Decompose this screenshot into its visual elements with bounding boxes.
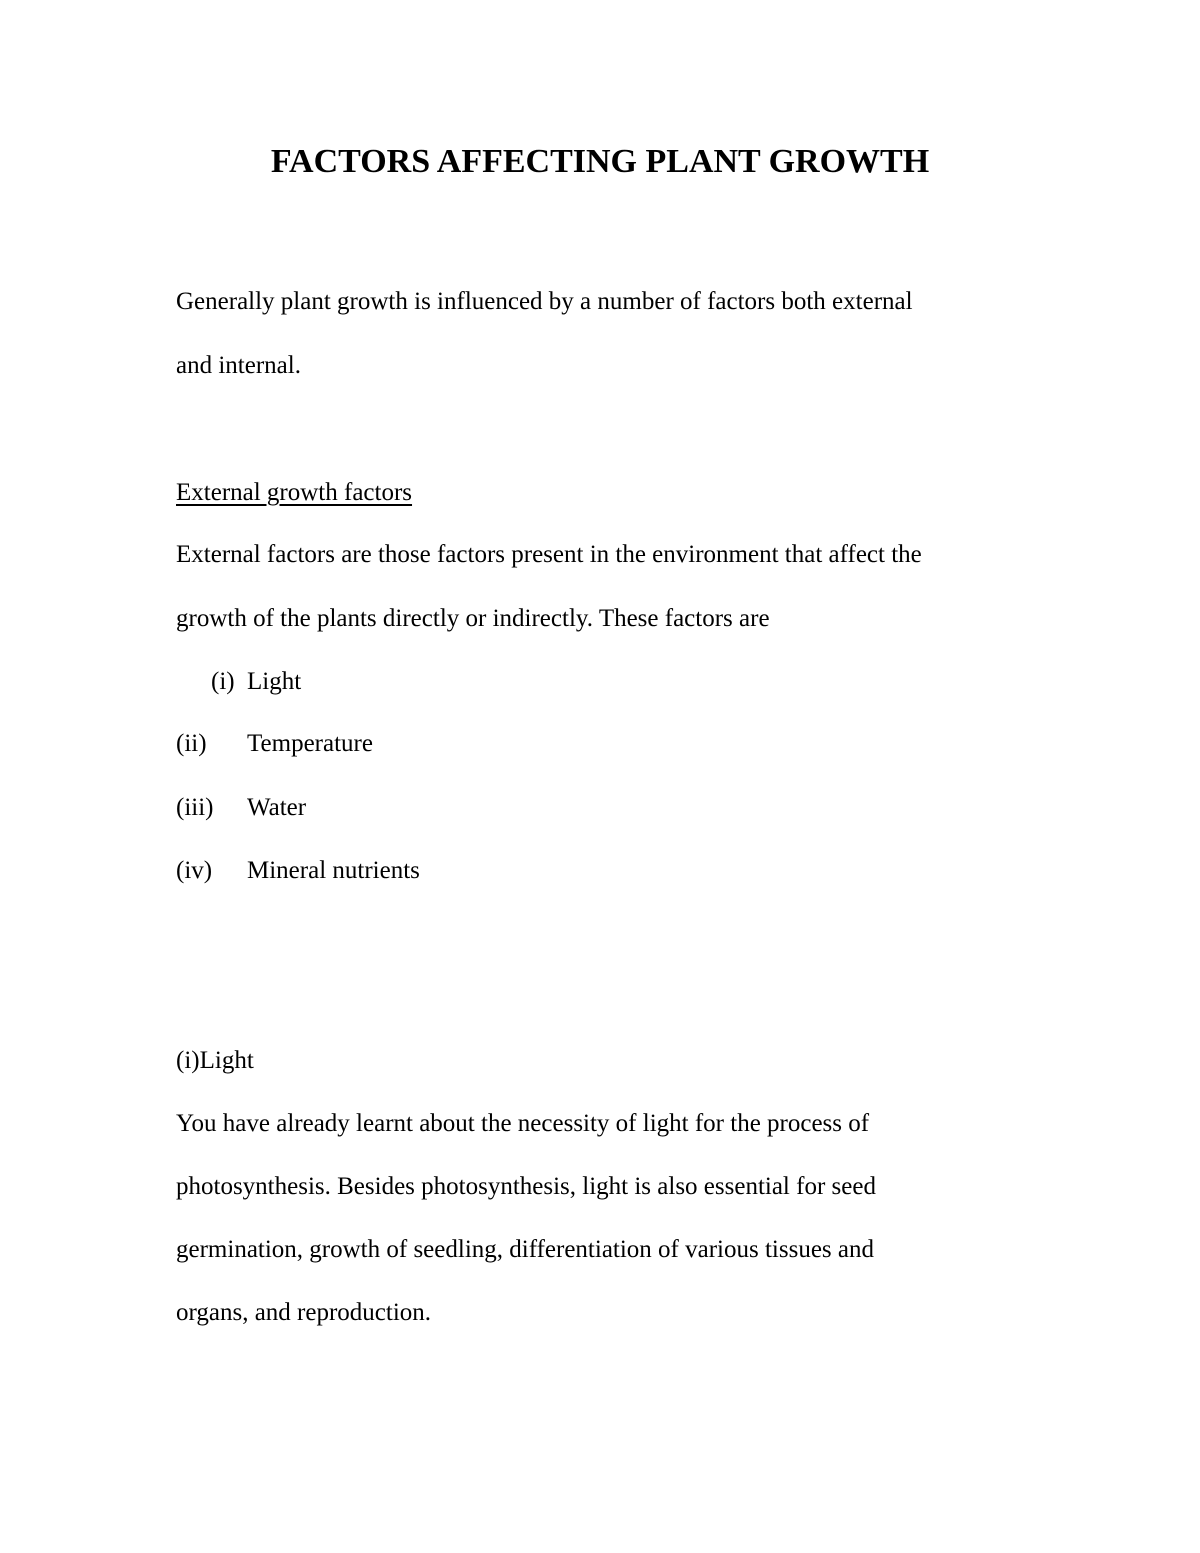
list-item-label: Mineral nutrients	[247, 857, 420, 884]
list-item-marker: (ii)	[176, 730, 207, 757]
external-body-line-2: growth of the plants directly or indirectly. These factors are	[176, 605, 770, 632]
document-title: FACTORS AFFECTING PLANT GROWTH	[270, 143, 930, 180]
intro-line-1: Generally plant growth is influenced by a number of factors both external	[176, 288, 913, 315]
light-body-line-4: organs, and reproduction.	[176, 1299, 432, 1326]
list-item-label: Water	[247, 794, 307, 821]
list-item-marker: (iv)	[176, 857, 213, 884]
external-section-heading: External growth factors	[176, 479, 413, 506]
external-body-line-1: External factors are those factors present in the environment that affect the	[176, 541, 922, 568]
light-body-line-2: photosynthesis. Besides photosynthesis, light is also essential for seed	[176, 1173, 876, 1200]
list-item-marker: (iii)	[176, 794, 214, 821]
list-item-label: Temperature	[247, 730, 373, 757]
light-section-heading: (i)Light	[176, 1047, 254, 1074]
list-item-marker: (i)	[211, 668, 235, 695]
light-body-line-1: You have already learnt about the necessity of light for the process of	[176, 1110, 870, 1137]
list-item-label: Light	[247, 668, 302, 695]
light-body-line-3: germination, growth of seedling, differentiation of various tissues and	[176, 1236, 874, 1263]
intro-line-2: and internal.	[176, 352, 301, 379]
